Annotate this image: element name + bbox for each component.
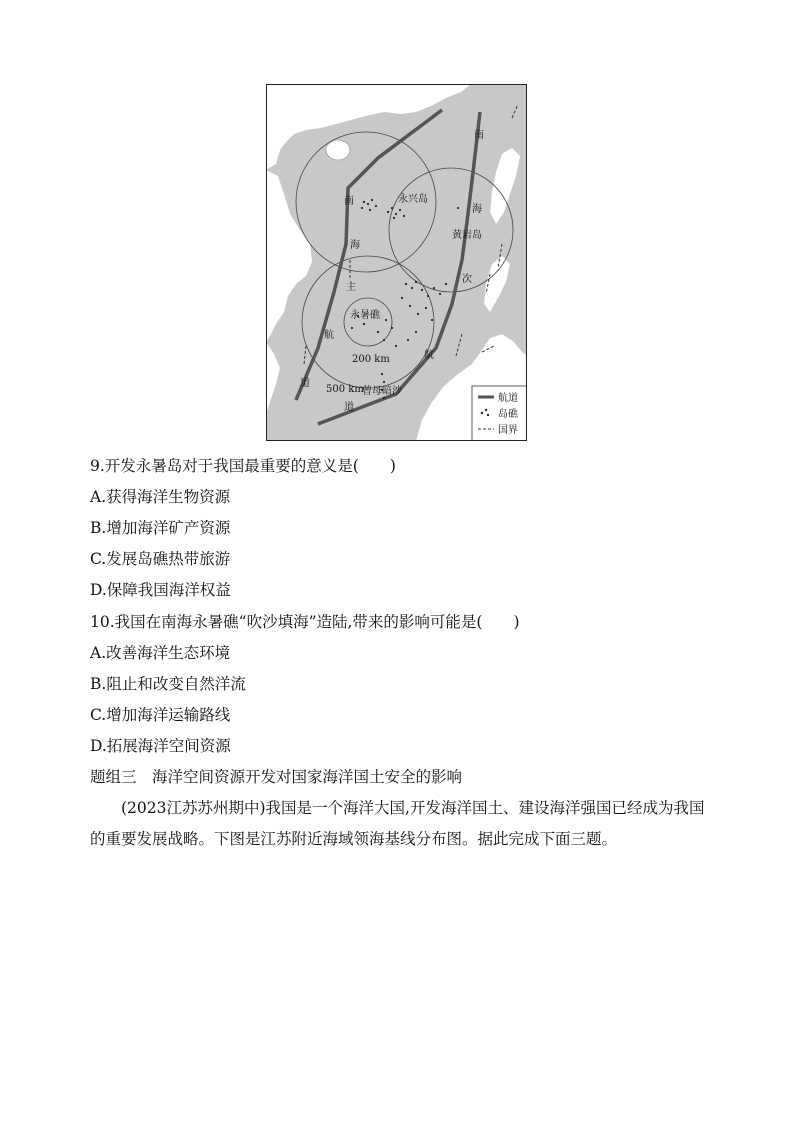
legend-border-label: 国界 bbox=[498, 425, 518, 436]
q10-stem: 10.我国在南海永暑礁“吹沙填海”造陆,带来的影响可能是( ) bbox=[90, 613, 520, 631]
q10-option-c: C.增加海洋运输路线 bbox=[90, 706, 231, 724]
q9-option-c: C.发展岛礁热带旅游 bbox=[90, 550, 231, 568]
label-zengmu: 曾母暗沙 bbox=[362, 386, 402, 397]
q10-option-a: A.改善海洋生态环境 bbox=[90, 644, 231, 662]
label-hai-right: 海 bbox=[472, 204, 482, 215]
label-200km: 200 km bbox=[352, 354, 390, 365]
legend-reef-label: 岛礁 bbox=[498, 409, 518, 420]
label-dao-left: 道 bbox=[300, 378, 310, 389]
label-hai-left: 海 bbox=[350, 240, 360, 251]
south-china-sea-map bbox=[266, 84, 527, 441]
label-nan-left: 南 bbox=[344, 196, 354, 207]
hainan-island bbox=[326, 140, 350, 160]
label-hang-right: 航 bbox=[424, 350, 434, 361]
q9-stem: 9.开发永暑岛对于我国最重要的意义是( ) bbox=[90, 457, 396, 475]
legend-route-label: 航道 bbox=[498, 393, 518, 404]
label-500km: 500 km bbox=[326, 384, 364, 395]
q9-option-a: A.获得海洋生物资源 bbox=[90, 488, 231, 506]
label-nan-right: 南 bbox=[474, 130, 484, 141]
group3-title: 题组三 海洋空间资源开发对国家海洋国土安全的影响 bbox=[90, 768, 463, 786]
map-legend bbox=[472, 386, 527, 441]
label-ci: 次 bbox=[462, 274, 472, 285]
map-svg bbox=[266, 84, 527, 441]
q9-option-b: B.增加海洋矿产资源 bbox=[90, 519, 231, 537]
label-hang-left: 航 bbox=[324, 330, 334, 341]
group3-intro: (2023江苏苏州期中)我国是一个海洋大国,开发海洋国土、建设海洋强国已经成为我国的重要发展战略。下图是江苏附近海域领海基线分布图。据此完成下面三题。 bbox=[90, 799, 705, 848]
q10-option-b: B.阻止和改变自然洋流 bbox=[90, 675, 246, 693]
q10-option-d: D.拓展海洋空间资源 bbox=[90, 737, 231, 755]
q9-option-d: D.保障我国海洋权益 bbox=[90, 581, 231, 599]
label-dao-right: 道 bbox=[344, 402, 354, 413]
label-zhu: 主 bbox=[346, 282, 356, 293]
label-yongshu: 永暑礁 bbox=[350, 310, 380, 321]
label-yongxing: 永兴岛 bbox=[398, 194, 428, 205]
label-huangyan: 黄岩岛 bbox=[452, 230, 482, 241]
